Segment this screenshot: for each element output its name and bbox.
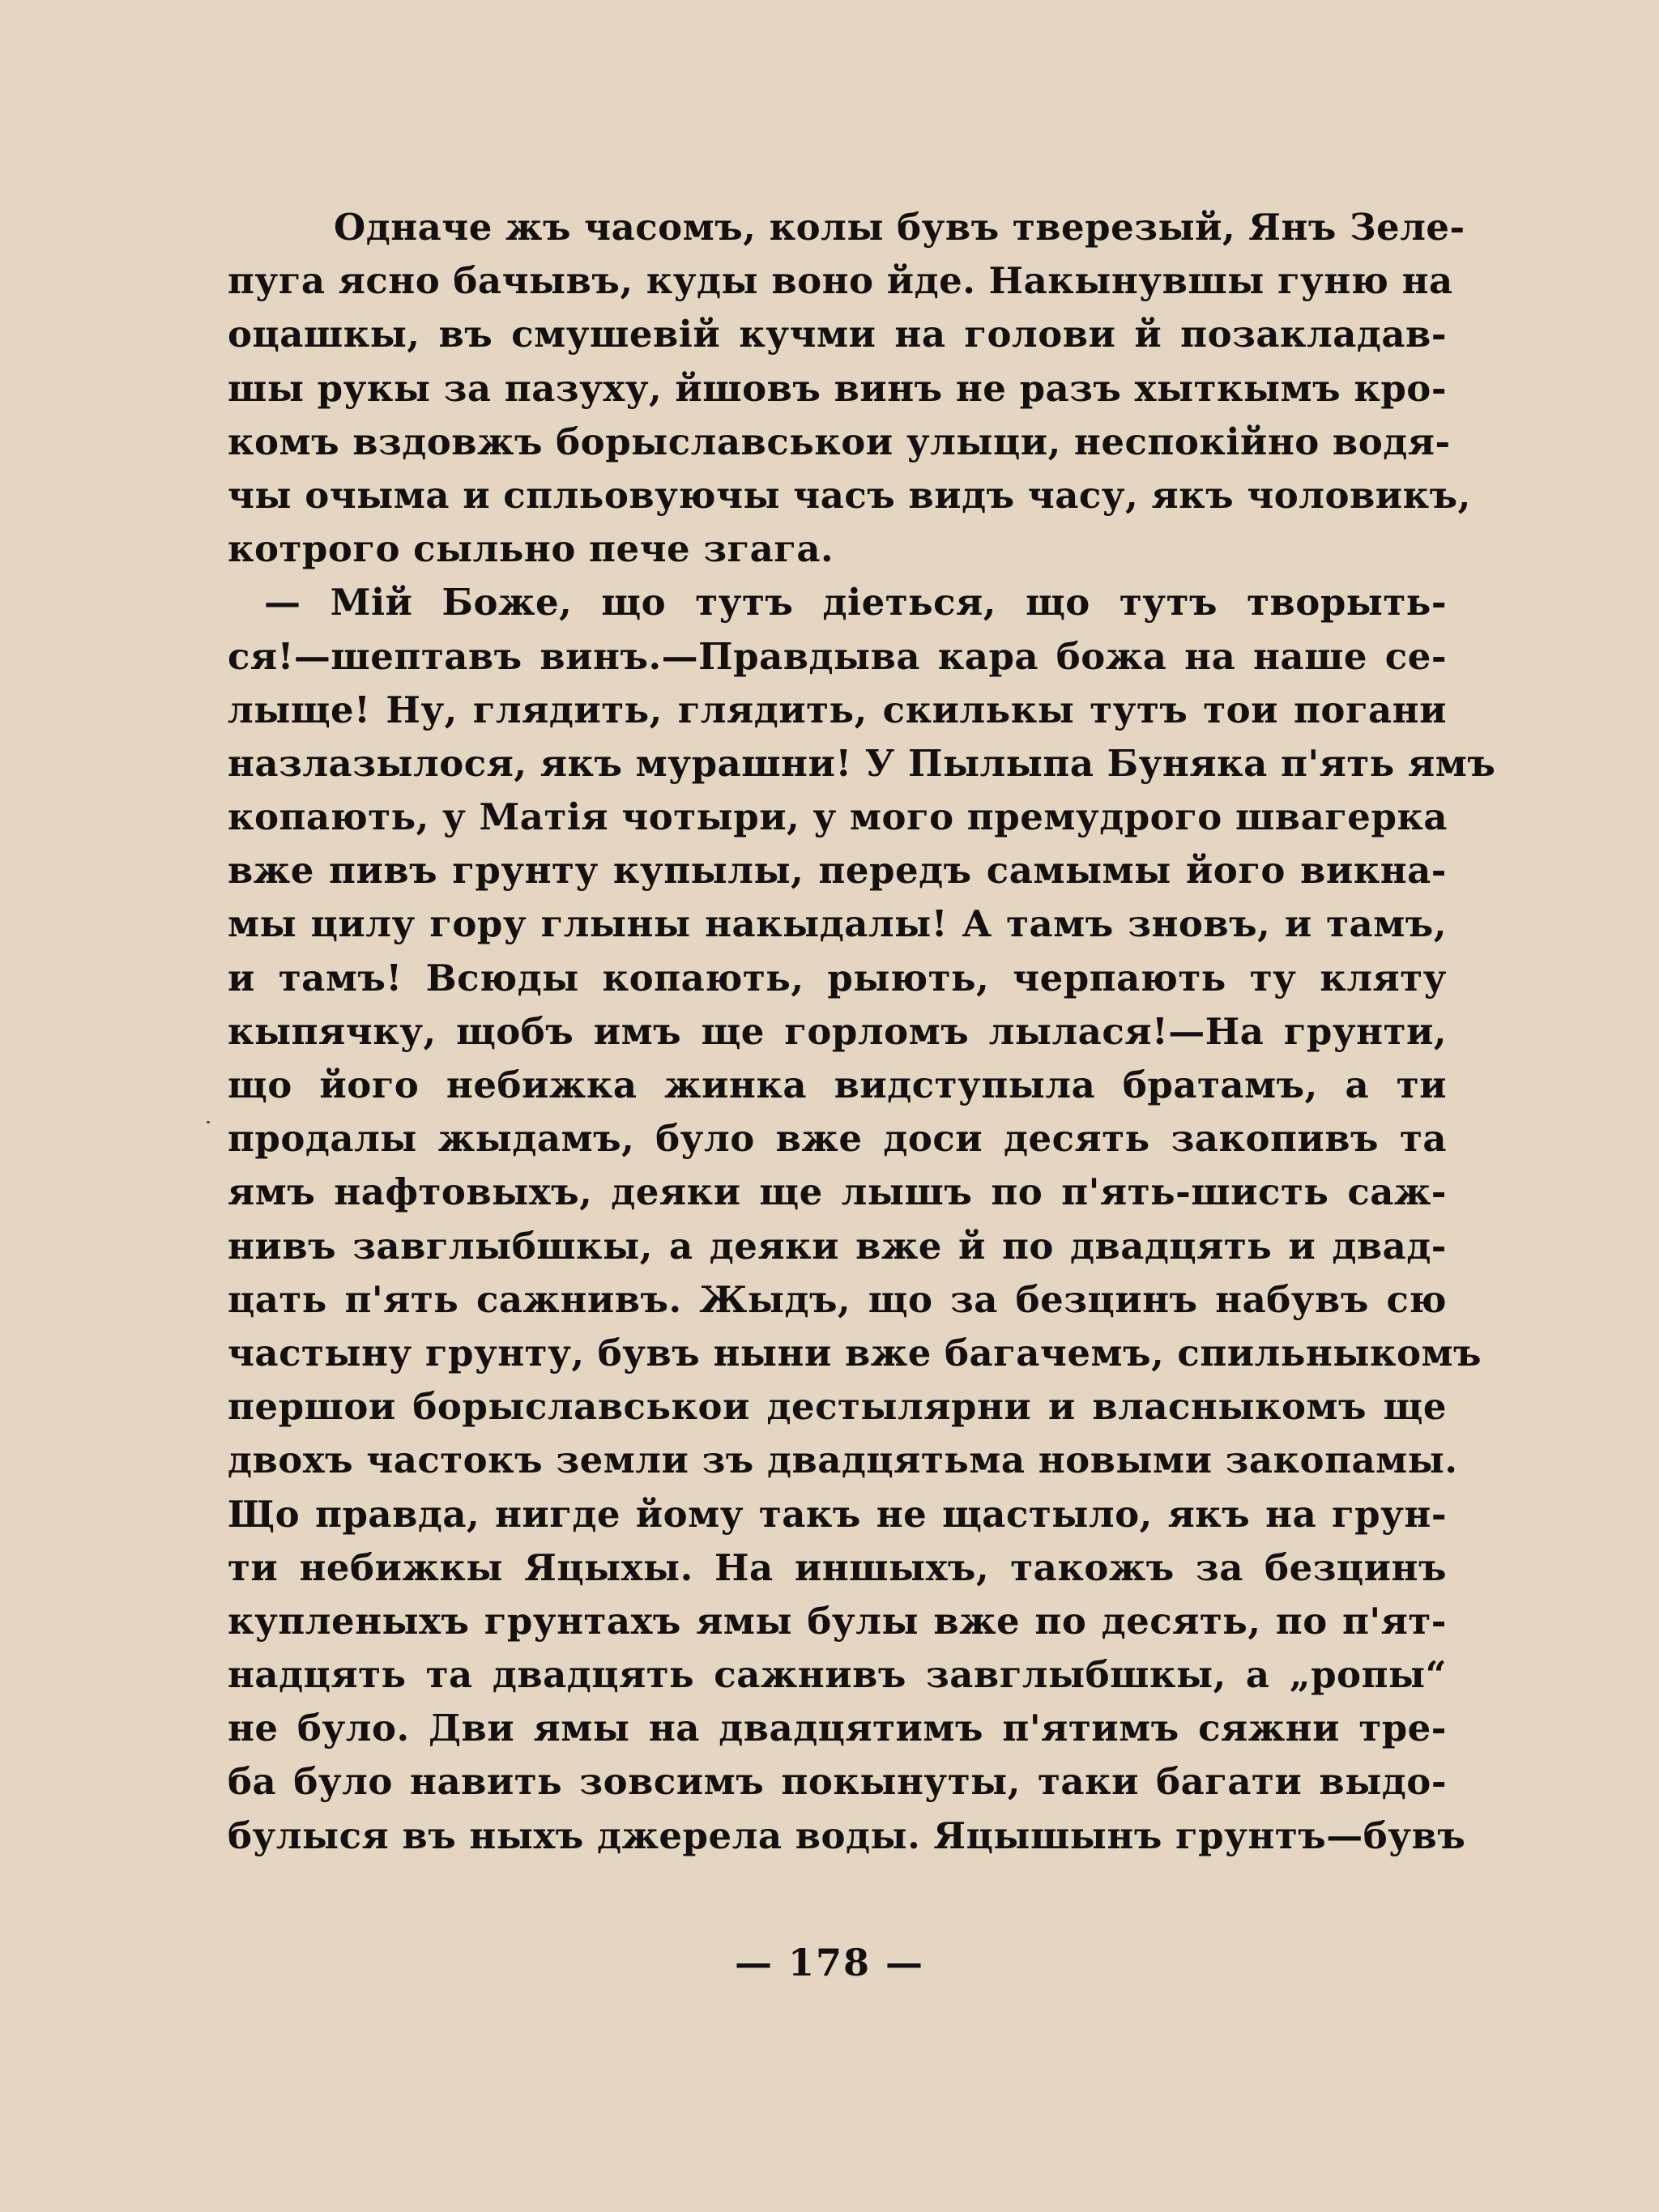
text-line: Одначе жъ часомъ, колы бувъ тверезый, Янъ Зеле- <box>334 206 1465 249</box>
text-line: ти небижкы Яцыхы. На иншыхъ, такожъ за безцинъ <box>228 1545 1447 1589</box>
text-line: лыще! Ну, глядить, глядить, скилькы тутъ тои погани <box>228 688 1447 731</box>
text-line: нивъ завглыбшкы, а деяки вже й по двадцять и двад- <box>228 1224 1447 1268</box>
text-line: цать п'ять сажнивъ. Жыдъ, що за безцинъ набувъ сю <box>228 1277 1447 1321</box>
text-line: купленыхъ грунтахъ ямы булы вже по десять, по п'ят- <box>228 1599 1447 1643</box>
text-line: назлазылося, якъ мурашни! У Пылыпа Буняка п'ять ямъ <box>228 741 1496 785</box>
text-line: и тамъ! Всюды копають, рыють, черпають ту кляту <box>228 956 1447 999</box>
text-line: надцять та двадцять сажнивъ завглыбшкы, а „ропы“ <box>228 1653 1447 1697</box>
text-line: що його небижка жинка видступыла братамъ, а ти <box>228 1063 1447 1106</box>
text-line: пуга ясно бачывъ, куды воно йде. Накынувшы гуню на <box>228 259 1453 303</box>
text-line: не було. Дви ямы на двадцятимъ п'ятимъ сяжни тре- <box>228 1707 1447 1750</box>
text-line: чы очыма и спльовуючы часъ видъ часу, якъ чоловикъ, <box>228 473 1471 517</box>
body-text <box>228 201 1496 1863</box>
text-line: — Мій Боже, що тутъ діеться, що тутъ творыть- <box>264 581 1447 624</box>
text-line: двохъ частокъ земли зъ двадцятьма новыми закопамы. <box>228 1438 1458 1482</box>
text-line: продалы жыдамъ, було вже доси десять закопивъ та <box>228 1117 1447 1161</box>
scan-speck <box>207 1121 210 1123</box>
text-line: ба було навить зовсимъ покынуты, таки багати выдо- <box>228 1760 1447 1804</box>
text-line: булыся въ ныхъ джерела воды. Яцышынъ грунтъ—бувъ <box>228 1813 1466 1857</box>
text-line: першои борыславськои дестылярни и власныкомъ ще <box>228 1385 1447 1429</box>
text-line: вже пивъ грунту купылы, передъ самымы його викна- <box>228 849 1447 893</box>
text-line: кыпячку, щобъ имъ ще горломъ лылася!—На грунти, <box>228 1009 1447 1053</box>
text-line: Що правда, нигде йому такъ не щастыло, якъ на грун- <box>228 1492 1447 1536</box>
text-line: оцашкы, въ смушевій кучми на голови й позакладав- <box>228 313 1447 356</box>
text-line: ямъ нафтовыхъ, деяки ще лышъ по п'ять-шисть саж- <box>228 1170 1447 1214</box>
page-number: — 178 — <box>734 1941 925 1984</box>
text-line: котрого сыльно пече згага. <box>228 527 834 571</box>
text-line: ся!—шептавъ винъ.—Правдыва кара божа на наше се- <box>228 634 1447 678</box>
text-line: копають, у Матія чотыри, у мого премудрого швагерка <box>228 795 1448 839</box>
text-line: комъ вздовжъ борыславськои улыци, неспокійно водя- <box>228 420 1451 463</box>
text-line: частыну грунту, бувъ ныни вже багачемъ, спильныкомъ <box>228 1331 1482 1375</box>
text-line: шы рукы за пазуху, йшовъ винъ не разъ хыткымъ кро- <box>228 366 1447 410</box>
text-line: мы цилу гору глыны накыдалы! А тамъ зновъ, и тамъ, <box>228 902 1447 946</box>
